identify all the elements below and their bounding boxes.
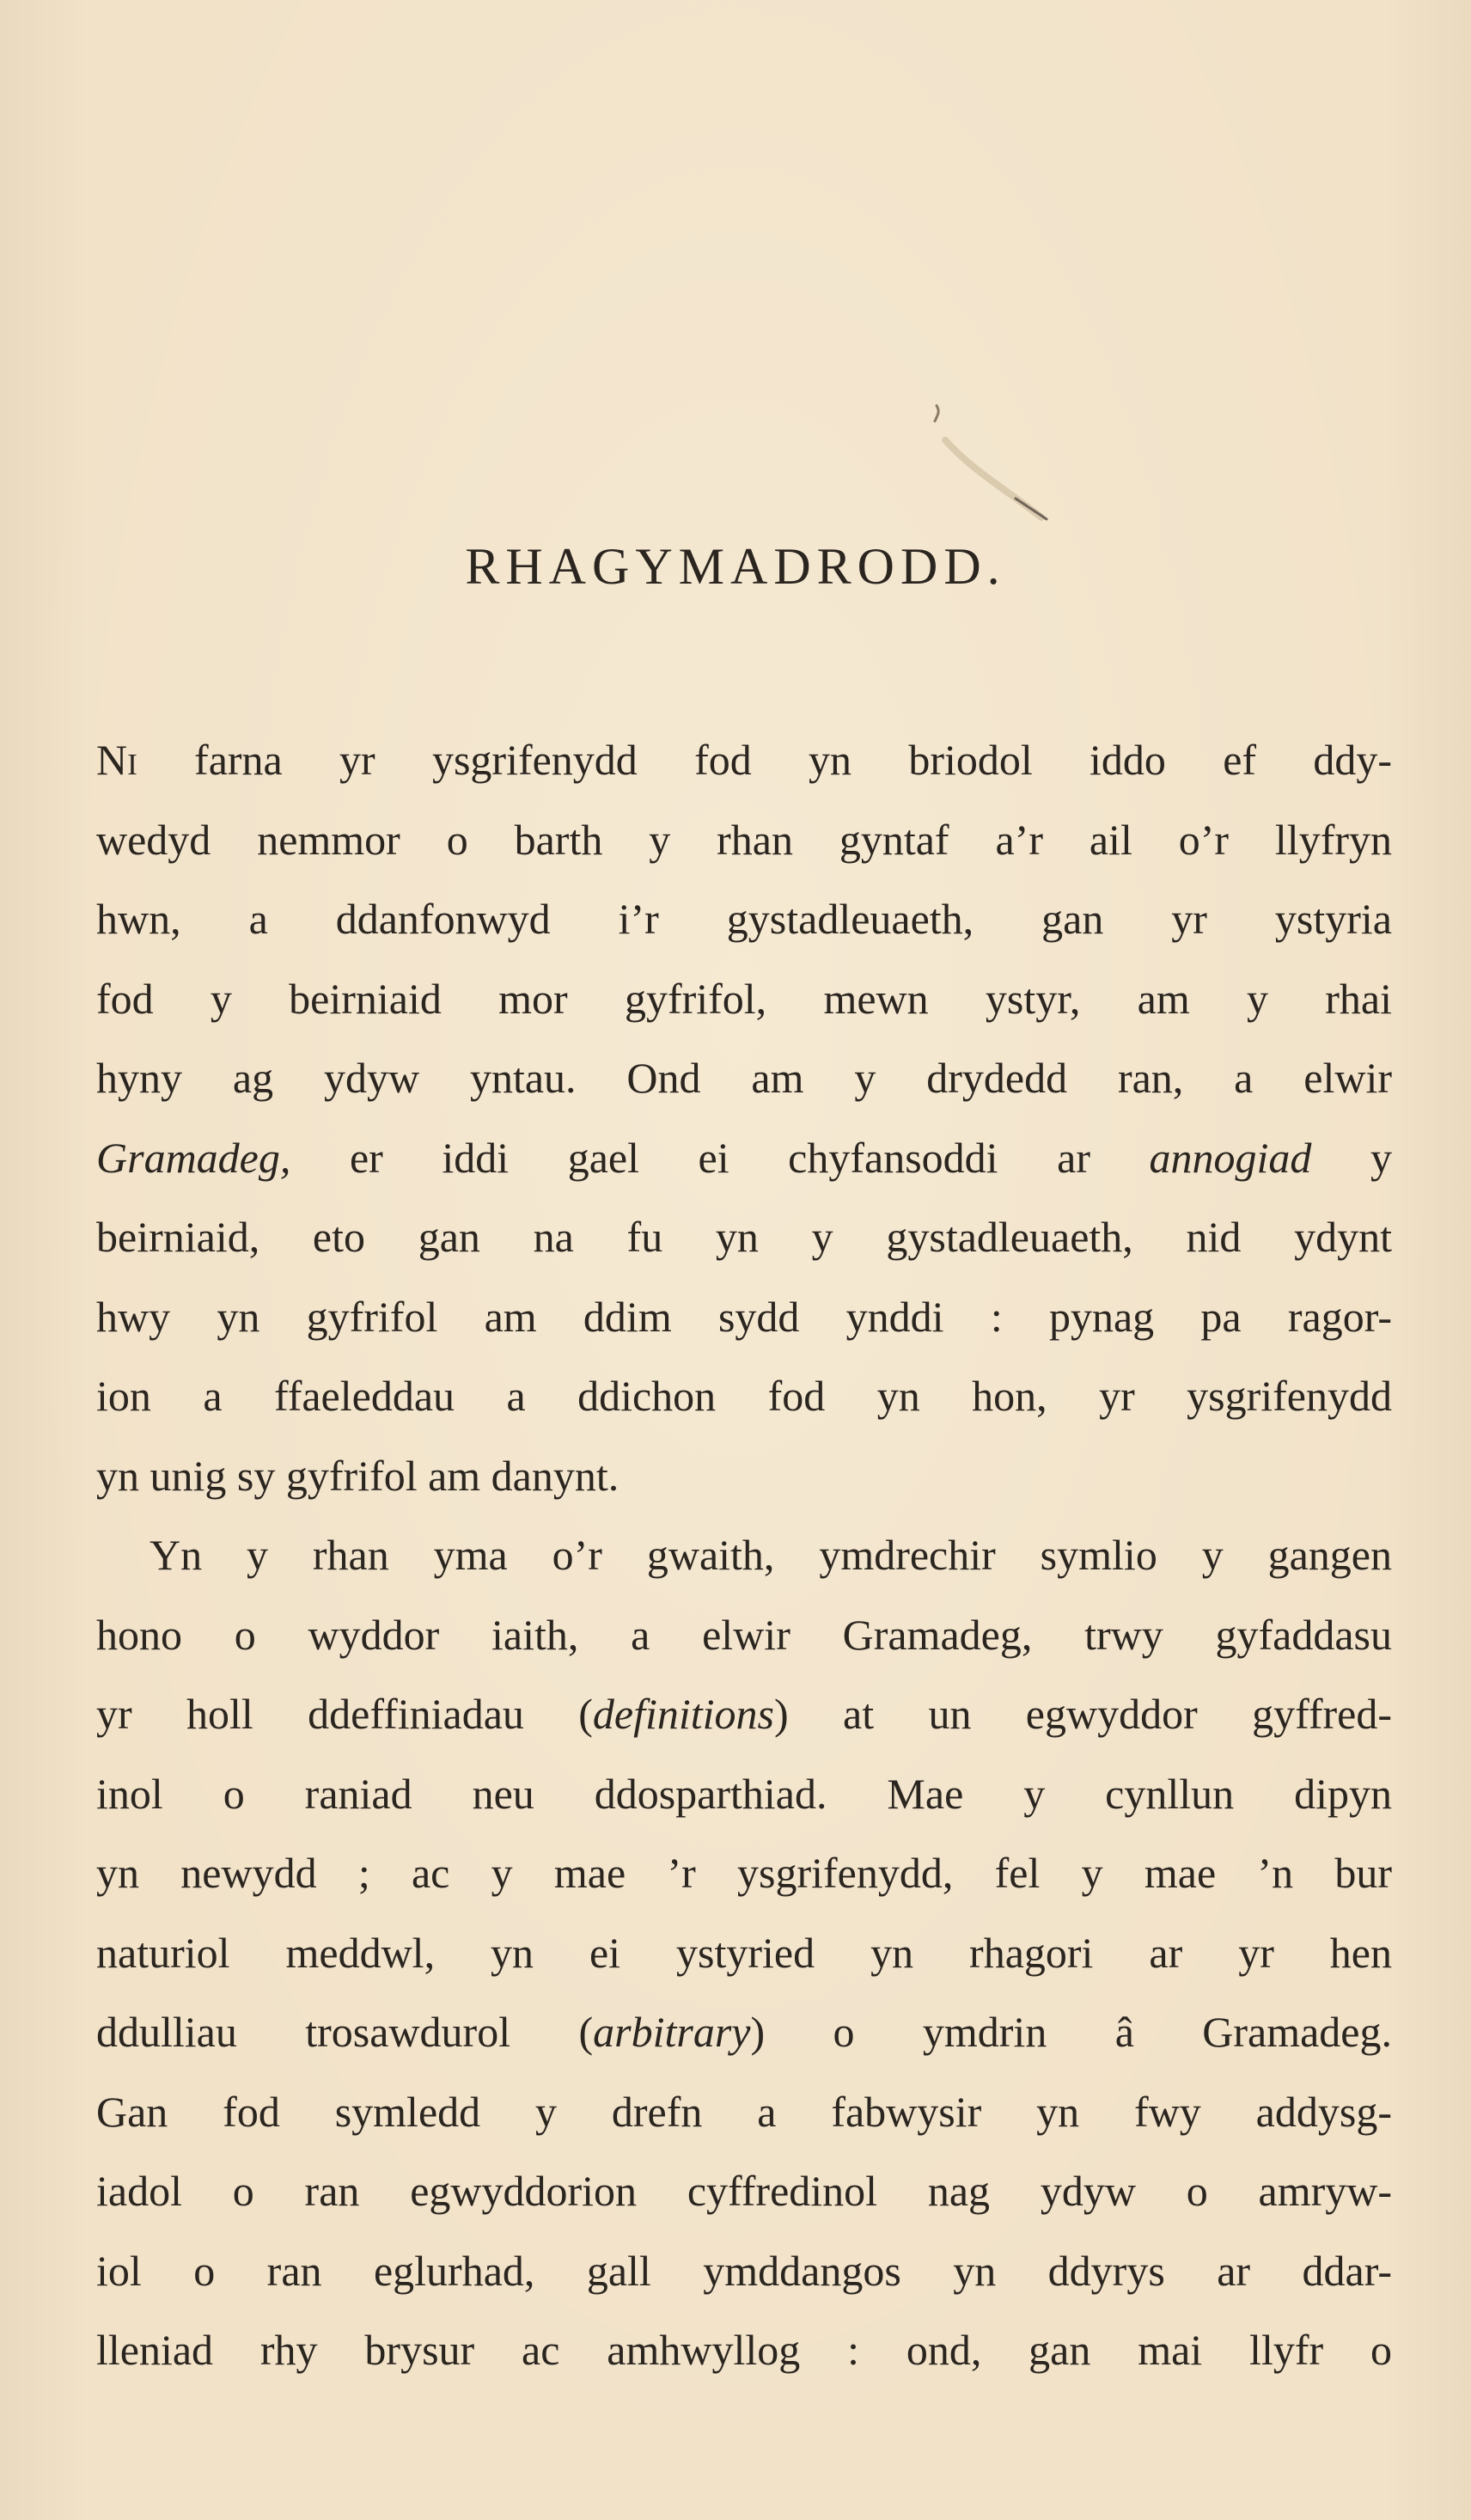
text-run: iadol o ran egwyddorion cyffredinol nag ydyw o amryw-: [96, 2167, 1392, 2215]
text-line: [96, 1356, 1392, 1436]
text-run: Ni: [96, 736, 137, 784]
text-line: [96, 1992, 1392, 2072]
text-line: [96, 2151, 1392, 2231]
text-line: [96, 1595, 1392, 1675]
text-run: Gan fod symledd y drefn a fabwysir yn fwy addysg-: [96, 2087, 1392, 2136]
text-run: wedyd nemmor o barth y rhan gyntaf a’r ail o’r llyfryn: [96, 815, 1392, 864]
italic-term: definitions: [592, 1690, 775, 1738]
italic-term: arbitrary: [593, 2008, 751, 2056]
text-line: [96, 800, 1392, 880]
text-line: [96, 1754, 1392, 1834]
text-line: [96, 1197, 1392, 1277]
body-text: [96, 720, 1392, 2390]
text-run: inol o raniad neu ddosparthiad. Mae y cynllun dipyn: [96, 1769, 1392, 1818]
text-run: Yn y rhan yma o’r gwaith, ymdrechir symlio y gangen: [150, 1531, 1392, 1579]
text-run: yr holl ddeffiniadau (: [96, 1690, 593, 1738]
text-line: [96, 1277, 1392, 1357]
text-run: y: [1311, 1133, 1392, 1182]
paragraph: [96, 1515, 1392, 2390]
text-run: iol o ran eglurhad, gall ymddangos yn ddyrys ar ddar-: [96, 2246, 1392, 2295]
text-line: [96, 1674, 1392, 1754]
text-run: yn newydd ; ac y mae ’r ysgrifenydd, fel y mae ’n bur: [96, 1849, 1392, 1897]
pencil-mark: [930, 402, 1059, 531]
text-line: [96, 1038, 1392, 1118]
text-run: hono o wyddor iaith, a elwir Gramadeg, trwy gyfaddasu: [96, 1610, 1392, 1659]
text-run: hwy yn gyfrifol am ddim sydd ynddi : pynag pa ragor-: [96, 1292, 1392, 1341]
text-line: [96, 1515, 1392, 1595]
italic-term: Gramadeg,: [96, 1133, 291, 1182]
text-run: hwn, a ddanfonwyd i’r gystadleuaeth, gan yr ystyria: [96, 895, 1392, 943]
text-line: [96, 879, 1392, 959]
text-run: beirniaid, eto gan na fu yn y gystadleuaeth, nid ydynt: [96, 1213, 1392, 1261]
text-run: naturiol meddwl, yn ei ystyried yn rhagori ar yr hen: [96, 1928, 1392, 1977]
text-line: [96, 720, 1392, 800]
text-line: [96, 1913, 1392, 1993]
text-run: yn unig sy gyfrifol am danynt.: [96, 1451, 620, 1500]
text-line: [96, 1436, 1392, 1516]
text-run: fod y beirniaid mor gyfrifol, mewn ystyr, am y rhai: [96, 974, 1392, 1023]
text-run: ddulliau trosawdurol (: [96, 2008, 594, 2056]
text-run: ion a ffaeleddau a ddichon fod yn hon, yr ysgrifenydd: [96, 1372, 1392, 1420]
text-line: [96, 1833, 1392, 1913]
italic-term: annogiad: [1149, 1133, 1312, 1182]
text-line: [96, 2231, 1392, 2311]
text-run: farna yr ysgrifenydd fod yn briodol iddo ef ddy-: [137, 736, 1392, 784]
page-title: RHAGYMADRODD.: [465, 538, 1006, 595]
text-run: ) o ymdrin â Gramadeg.: [750, 2008, 1392, 2056]
text-line: [96, 959, 1392, 1039]
text-line: [96, 1118, 1392, 1198]
text-line: [96, 2310, 1392, 2390]
text-run: hyny ag ydyw yntau. Ond am y drydedd ran, a elwir: [96, 1054, 1392, 1102]
text-run: lleniad rhy brysur ac amhwyllog : ond, gan mai llyfr o: [96, 2326, 1392, 2374]
text-line: [96, 2072, 1392, 2152]
paragraph: [96, 720, 1392, 1515]
text-run: ) at un egwyddor gyffred-: [774, 1690, 1393, 1738]
text-run: er iddi gael ei chyfansoddi ar: [290, 1133, 1150, 1182]
